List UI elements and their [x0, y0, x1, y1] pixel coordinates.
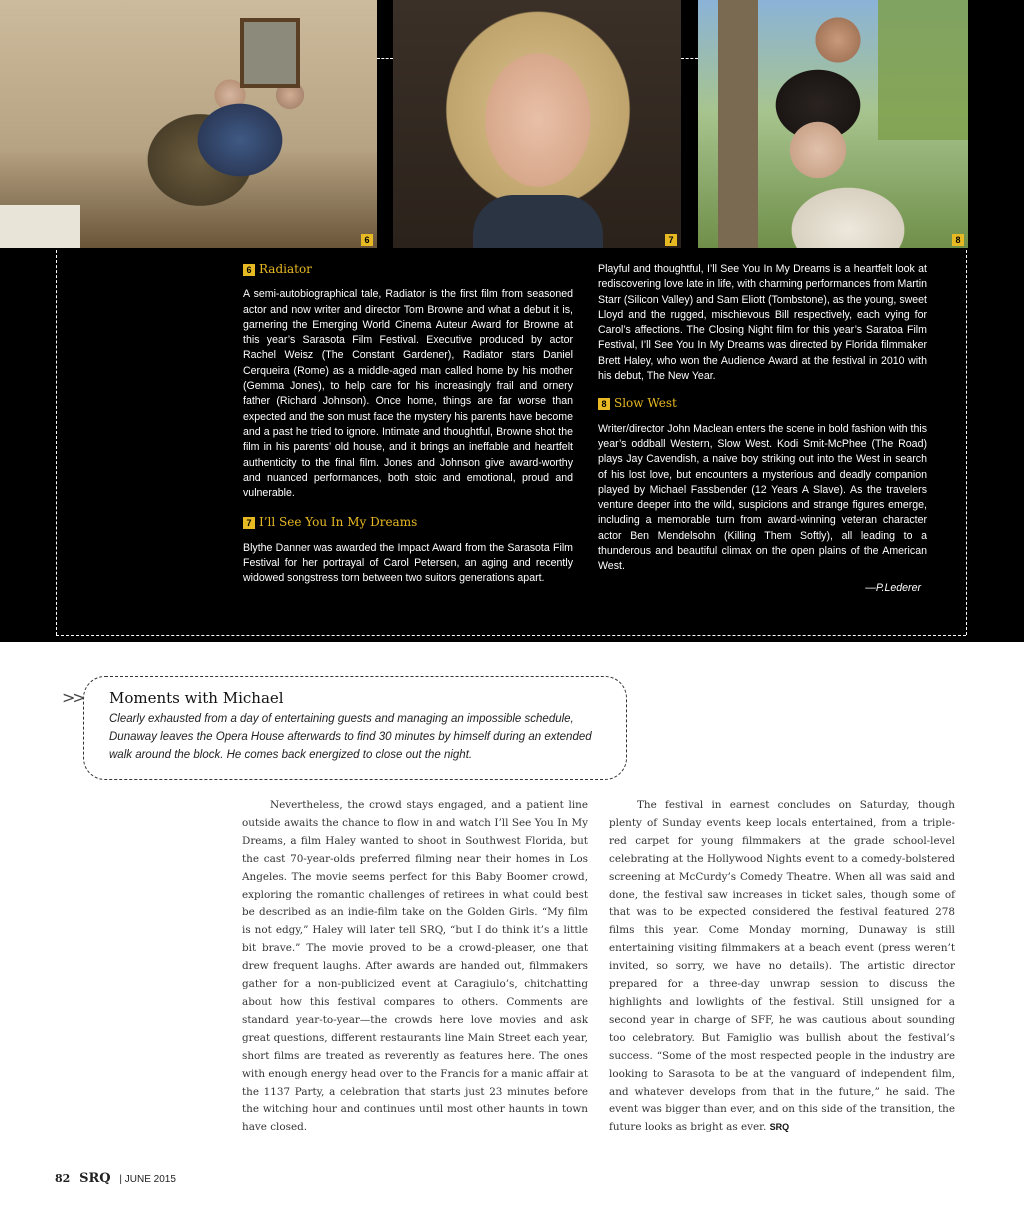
- article-paragraph: [609, 797, 955, 1137]
- article-paragraph-text: The festival in earnest concludes on Saturday, though plenty of Sunday events keep locals entertained, from a triple-red carpet for young filmmakers at the grade school-level celebrating at the Hollywood Nights event to a comedy-bolstered screening at McCurdy’s Comedy Theatre. When all was said and done, the festival saw increases in ticket sales, though some of that was to be expected considered the festival featured 278 films this year. Come Monday morning, Dunaway is still entertaining visiting filmmakers at a beach event (press weren’t invited, so sorry, we have no details). The artistic director prepared for a three-day unwrap session to discuss the highlights and lowlights of the festival. Still unsigned for a second year in charge of SFF, he was cautious about sounding too celebratory. But Famiglio was bullish about the festival’s success. “Some of the most respected people in the industry are looking to Sarasota to be at the vanguard of independent film, and whatever develops from that in the future,” he said. The event was bigger than ever, and on this side of the transition, the future looks as bright as ever.: [609, 799, 955, 1134]
- slow-west-film-still: [698, 0, 968, 248]
- tree-leaves: [878, 0, 968, 140]
- article-column-right: [609, 797, 955, 1137]
- moments-text: Clearly exhausted from a day of entertaining guests and managing an impossible schedule, Dunaway leaves the Opera House afterwards to find 30 minutes by himself during an extended walk around the block. He comes back energized to close out the night.: [109, 713, 592, 761]
- page-number: 82: [55, 1172, 71, 1185]
- review-title: I’ll See You In My Dreams: [259, 515, 418, 530]
- magazine-name: SRQ: [79, 1171, 111, 1186]
- slow-west-review-text: Writer/director John Maclean enters the scene in bold fashion with this year’s oddball Western, Slow West. Kodi Smit-McPhee (The Road) plays Jay Cavendish, a naive boy striking out into the West in search of his lost love, but encounters a mysterious and deadly companion played by Michael Fassbender (12 Years A Slave). As the travelers venture deeper into the wild, suspicions and strange figures emerge, including a memorable turn from award-winning veteran character actor Ben Mendelsohn (Killing Them Softly), all leading to a thunderous and beautiful climax on the open plains of the American West.: [598, 422, 927, 573]
- double-chevron-icon: >>: [62, 688, 83, 707]
- dreams-review-text-continued: Playful and thoughtful, I’ll See You In My Dreams is a heartfelt look at rediscovering love late in life, with charming performances from Martin Starr (Silicon Valley) and Sam Eliott (Tombstone), as the young, sweet Lloyd and the rugged, mischievous Bill respectively, each vying for Carol’s affections. The Closing Night film for this year’s Saratoa Film Festival, I’ll See You In My Dreams was directed by Florida filmmaker Brett Haley, who won the Audience Award at the festival in 2010 with his debut, The New Year.: [598, 263, 927, 383]
- review-title: Radiator: [259, 262, 312, 276]
- photo-number-badge: 6: [361, 234, 373, 246]
- connector-line: [681, 58, 698, 59]
- wall-picture-frame: [240, 18, 300, 88]
- photo-number-badge: 8: [952, 234, 964, 246]
- frame-line-left: [56, 250, 57, 635]
- photo-number-badge: 7: [665, 234, 677, 246]
- author-signature: —P.Lederer: [865, 581, 921, 594]
- slow-west-heading: [598, 396, 927, 411]
- jacket-collar: [473, 195, 603, 248]
- connector-line: [377, 58, 393, 59]
- issue-date: | JUNE 2015: [119, 1174, 176, 1185]
- dreams-review-text-start: Blythe Danner was awarded the Impact Award from the Sarasota Film Festival for her portrayal of Carol Petersen, an aging and recently widowed songstress torn between two suitors generations apart.: [243, 541, 573, 585]
- review-column-left: [243, 262, 573, 587]
- dreams-heading: [243, 515, 573, 530]
- review-number: 8: [598, 398, 610, 410]
- moments-title: Moments with Michael: [109, 689, 284, 707]
- radiator-film-still: [0, 0, 377, 248]
- radiator-heading: [243, 262, 573, 277]
- article-paragraph: Nevertheless, the crowd stays engaged, and a patient line outside awaits the chance to flow in and watch I’ll See You In My Dreams, a film Haley wanted to shoot in Southwest Florida, but the cast 70-year-olds preferred filming near their homes in Los Angeles. The movie seems perfect for this Baby Boomer crowd, exploring the romantic challenges of retirees in what could best be described as an indie-film take on the Golden Girls. “My film is not edgy,” Haley will later tell SRQ, “but I do think it’s a little bit brave.” The movie proved to be a crowd-pleaser, one that drew frequent laughs. After awards are handed out, filmmakers gather for a non-publicized event at Caragiulo’s, chitchatting about how this festival compares to others. Comments are standard year-to-year—the crowds here love movies and ask great questions, different restaurants line Main Street each year, short films are treated as reverently as features here. The ones with enough energy head over to the Francis for a manic affair at the 1137 Party, a celebration that starts just 23 minutes before the witching hour and continues until most other haunts in town have closed.: [242, 799, 588, 1134]
- radiator-review-text: A semi-autobiographical tale, Radiator is the first film from seasoned actor and now writer and director Tom Browne and what a debut it is, garnering the Emerging World Cinema Auteur Award for Browne at this year’s Sarasota Film Festival. Executive produced by actor Rachel Weisz (The Constant Gardener), Radiator stars Daniel Cerqueira (Rome) as a middle-aged man called home by his mother (Gemma Jones), to help care for his increasingly frail and ornery father (Richard Johnson). Once home, things are far worse than expected and the son must face the mystery his parents have become and a past he tried to ignore. Intimate and thoughtful, Browne shot the film in his parents’ old house, and it brings an ineffable and heartfelt authenticity to the final film. Jones and Johnson give award-worthy and nuanced performances, both stoic and emotional, proud and vulnerable.: [243, 288, 573, 500]
- frame-line-bottom: [56, 635, 966, 636]
- bed-sheet: [0, 205, 80, 248]
- review-number: 6: [243, 264, 255, 276]
- review-column-right: [598, 262, 927, 596]
- review-title: Slow West: [614, 396, 677, 411]
- end-mark: SRQ: [769, 1122, 790, 1133]
- review-number: 7: [243, 517, 255, 529]
- page-footer: [55, 1171, 176, 1186]
- tree-trunk: [718, 0, 758, 248]
- frame-line-right: [966, 250, 967, 635]
- dreams-film-still: [393, 0, 681, 248]
- article-column-left: [242, 797, 588, 1137]
